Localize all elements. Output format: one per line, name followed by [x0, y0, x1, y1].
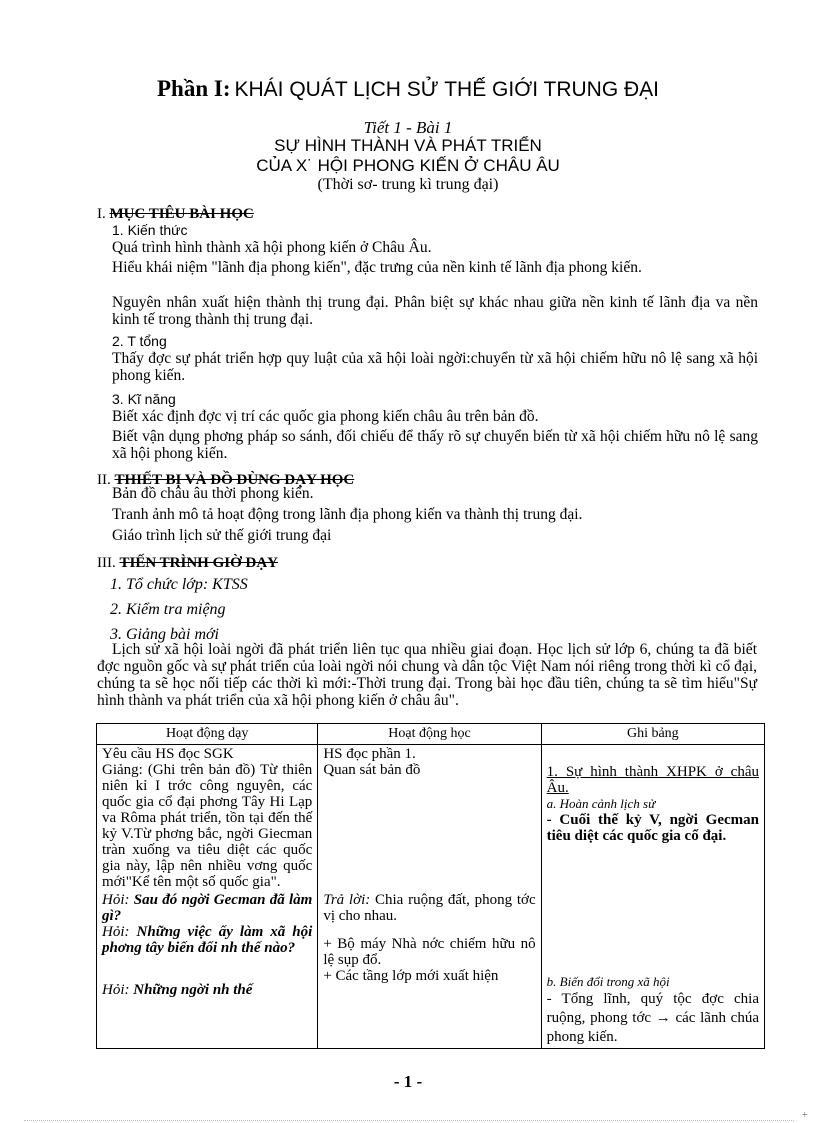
section-3-number: III. — [97, 555, 116, 571]
student-answer — [323, 892, 535, 924]
subsection-knowledge: 1. Kiến thức — [112, 222, 188, 238]
section-1-number: I. — [97, 206, 106, 222]
teacher-activity-cell — [97, 745, 318, 1049]
paragraph: Bản đồ châu âu thời phong kiến. — [112, 485, 314, 502]
student-activity-cell — [318, 745, 541, 1049]
student-task: Quan sát bản đồ — [323, 762, 421, 778]
section-1-heading — [97, 206, 254, 223]
question-label: Hỏi: — [102, 982, 130, 998]
table-header-row — [97, 724, 765, 745]
step-class-organization: 1. Tổ chức lớp: KTSS — [110, 576, 248, 593]
part-heading: KHÁI QUÁT LỊCH SỬ THẾ GIỚI TRUNG ĐẠI — [234, 78, 659, 101]
subsection-thought: 2. T tổng — [112, 333, 167, 349]
step-new-lesson: 3. Giảng bài mới — [110, 626, 219, 643]
step-oral-check: 2. Kiểm tra miệng — [110, 601, 226, 618]
teacher-question — [102, 892, 312, 924]
paragraph: Tranh ảnh mô tả hoạt động trong lãnh địa phong kiến va thành thị trung đại. — [112, 506, 583, 523]
page-number: - 1 - — [393, 1072, 423, 1091]
student-answer: + Các tầng lớp mới xuất hiện — [323, 968, 499, 984]
teacher-question — [102, 982, 312, 998]
answer-text: Chia ruộng đất, phong tớc vị cho nhau. — [323, 892, 536, 924]
board-note: - Cuối thế kỷ V, ngời Gecman tiêu diệt các quốc gia cổ đại. — [546, 812, 759, 844]
teacher-question — [102, 924, 312, 956]
lesson-label: Tiết 1 - Bài 1 — [363, 118, 453, 137]
question-text: Sau đó ngời Gecman đã làm gì? — [102, 892, 313, 924]
lesson-heading-line1: SỰ HÌNH THÀNH VÀ PHÁT TRIỂN — [274, 136, 542, 155]
section-3-heading — [97, 555, 278, 572]
student-answer: + Bộ máy Nhà nớc chiếm hữu nô lệ sụp đổ. — [323, 936, 536, 968]
question-text: Những việc ấy làm xã hội phơng tây biến đổi nh thế nào? — [102, 924, 313, 956]
paragraph: Giáo trình lịch sử thế giới trung đại — [112, 527, 332, 544]
subsection-skills: 3. Kĩ năng — [112, 391, 176, 407]
paragraph: Thấy đợc sự phát triển hợp quy luật của xã hội loài ngời:chuyển từ xã hội chiếm hữu nô lệ sang xã hội phong kiến. — [112, 350, 758, 384]
board-heading: 1. Sự hình thành XHPK ở châu Âu. — [546, 764, 759, 796]
section-2-number: II. — [97, 472, 111, 488]
board-note: - Tổng lĩnh, quý tộc đợc chia ruộng, phong tớc → các lãnh chúa phong kiến. — [546, 991, 759, 1045]
lesson-heading-line2: CỦA X˙ HỘI PHONG KIẾN Ở CHÂU ÂU — [256, 156, 560, 175]
board-subheading: a. Hoàn cảnh lịch sử — [546, 796, 656, 811]
question-label: Hỏi: — [102, 892, 130, 908]
column-header: Hoạt động học — [318, 724, 541, 745]
answer-label: Trả lời: — [323, 892, 371, 908]
paragraph: Biết vận dụng phơng pháp so sánh, đối chiếu để thấy rõ sự chuyển biến từ xã hội chiếm hữu nô lệ sang xã hội phong kiến. — [112, 428, 758, 462]
section-1-title: MỤC TIÊU BÀI HỌC — [109, 206, 254, 222]
corner-mark-icon: + — [802, 1110, 808, 1121]
introduction-paragraph: Lịch sử xã hội loài ngời đã phát triển liên tục qua nhiều giai đoạn. Học lịch sử lớp 6, chúng ta đã biết đợc nguồn gốc và sự phát triển của loài ngời nói chung và dân tộc Việt Nam nói riêng trong thời kì cổ đại, chúng ta sẽ học nối tiếp các thời kì mới:-Thời trung đại. Trong bài học đầu tiên, chúng ta sẽ tìm hiểu"Sự hình thành va phát triển của xã hội phong kiến ở châu âu". — [97, 641, 757, 709]
section-3-title: TIẾN TRÌNH GIỜ DẠY — [119, 555, 279, 571]
part-label: Phần I: — [156, 76, 231, 101]
board-notes-cell — [541, 745, 764, 1049]
column-header: Ghi bảng — [541, 724, 764, 745]
column-header: Hoạt động dạy — [97, 724, 318, 745]
part-title — [0, 76, 816, 102]
teacher-instruction: Yêu cầu HS đọc SGK — [102, 746, 234, 762]
section-2-title: THIẾT BỊ VÀ ĐỒ DÙNG DẠY HỌC — [114, 472, 355, 488]
paragraph: Quá trình hình thành xã hội phong kiến ở Châu Âu. — [112, 239, 432, 256]
paragraph: Hiểu khái niệm "lãnh địa phong kiến", đặc trưng của nền kinh tế lãnh địa phong kiến. — [112, 259, 642, 276]
teacher-explanation: Giảng: (Ghi trên bản đồ) Từ thiên niên kỉ I trớc công nguyên, các quốc gia cổ đại phơng Tây Hi Lạp va Rôma phát triển, tồn tại đến thế kỷ V.Từ phơng bắc, ngời Giecman tràn xuống va tiêu diệt các quốc gia này, lập nên nhiều vơng quốc mới"Kể tên một số quốc gia". — [102, 762, 313, 890]
lesson-activity-table — [96, 723, 765, 1049]
paragraph: Nguyên nhân xuất hiện thành thị trung đại. Phân biệt sự khác nhau giữa nền kinh tế lãnh địa va nền kinh tế trong thành thị trung đại. — [112, 294, 758, 328]
lesson-subtitle: (Thời sơ- trung kì trung đại) — [317, 176, 499, 193]
paragraph: Biết xác định đợc vị trí các quốc gia phong kiến châu âu trên bản đồ. — [112, 408, 539, 425]
question-label: Hỏi: — [102, 924, 130, 940]
footer-divider — [24, 1120, 794, 1121]
board-subheading: b. Biến đổi trong xã hội — [546, 974, 670, 989]
table-row — [97, 745, 765, 1049]
student-task: HS đọc phần 1. — [323, 746, 416, 762]
question-text: Những ngời nh thế — [133, 982, 253, 998]
